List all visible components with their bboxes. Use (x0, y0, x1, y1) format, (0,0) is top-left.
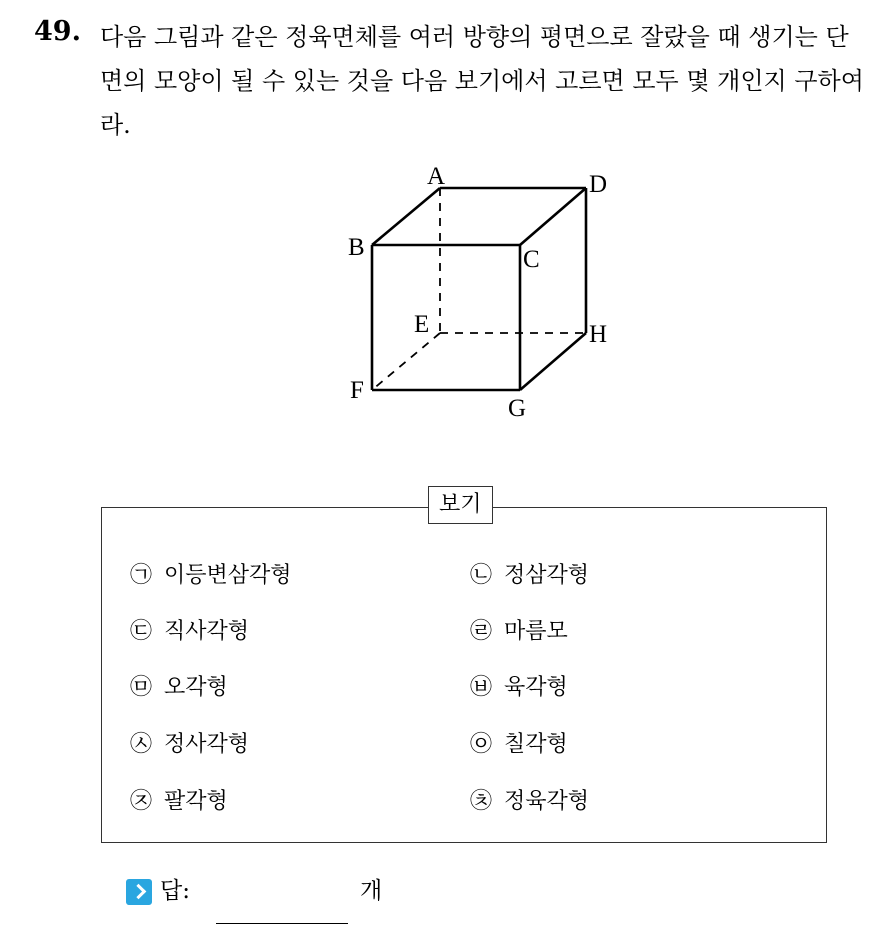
option-label: 칠각형 (504, 732, 568, 757)
example-box-title: 보기 (428, 486, 493, 524)
vertex-label-d: D (589, 171, 608, 198)
vertex-label-c: C (523, 246, 540, 273)
option-label: 정사각형 (164, 732, 250, 757)
option-3 (130, 617, 249, 647)
option-mark: ㉤ (130, 675, 153, 700)
option-label: 이등변삼각형 (164, 563, 292, 588)
option-8 (470, 730, 568, 760)
option-mark: ㉥ (470, 675, 493, 700)
option-6 (470, 673, 568, 703)
option-2 (470, 561, 589, 591)
question-number: 49. (34, 16, 81, 47)
option-mark: ㉩ (470, 789, 493, 814)
question-text: 다음 그림과 같은 정육면체를 여러 방향의 평면으로 잘랐을 때 생기는 단면의 모양이 될 수 있는 것을 다음 보기에서 고르면 모두 몇 개인지 구하여라. (100, 23, 864, 139)
option-5 (130, 673, 228, 703)
option-label: 팔각형 (164, 789, 228, 814)
vertex-label-g: G (508, 395, 527, 422)
vertex-label-a: A (427, 163, 446, 190)
vertex-label-e: E (414, 311, 430, 338)
option-label: 마름모 (504, 619, 568, 644)
vertex-label-b: B (348, 234, 365, 261)
option-mark: ㉢ (130, 619, 153, 644)
option-label: 직사각형 (164, 619, 250, 644)
answer-unit: 개 (360, 878, 383, 904)
chevron-right-icon (126, 879, 152, 905)
option-mark: ㉡ (470, 563, 493, 588)
option-label: 오각형 (164, 675, 228, 700)
vertex-label-f: F (350, 377, 364, 404)
option-mark: ㉦ (130, 732, 153, 757)
option-1 (130, 561, 292, 591)
option-label: 정육각형 (504, 789, 590, 814)
option-mark: ㉠ (130, 563, 153, 588)
option-mark: ㉣ (470, 619, 493, 644)
option-9 (130, 787, 228, 817)
option-4 (470, 617, 568, 647)
vertex-label-h: H (589, 321, 608, 348)
option-10 (470, 787, 589, 817)
option-mark: ㉨ (130, 789, 153, 814)
cube-figure (330, 160, 630, 430)
answer-label: 답: (160, 878, 190, 904)
option-7 (130, 730, 249, 760)
option-label: 육각형 (504, 675, 568, 700)
option-label: 정삼각형 (504, 563, 590, 588)
option-mark: ㉧ (470, 732, 493, 757)
answer-blank[interactable] (216, 923, 348, 924)
